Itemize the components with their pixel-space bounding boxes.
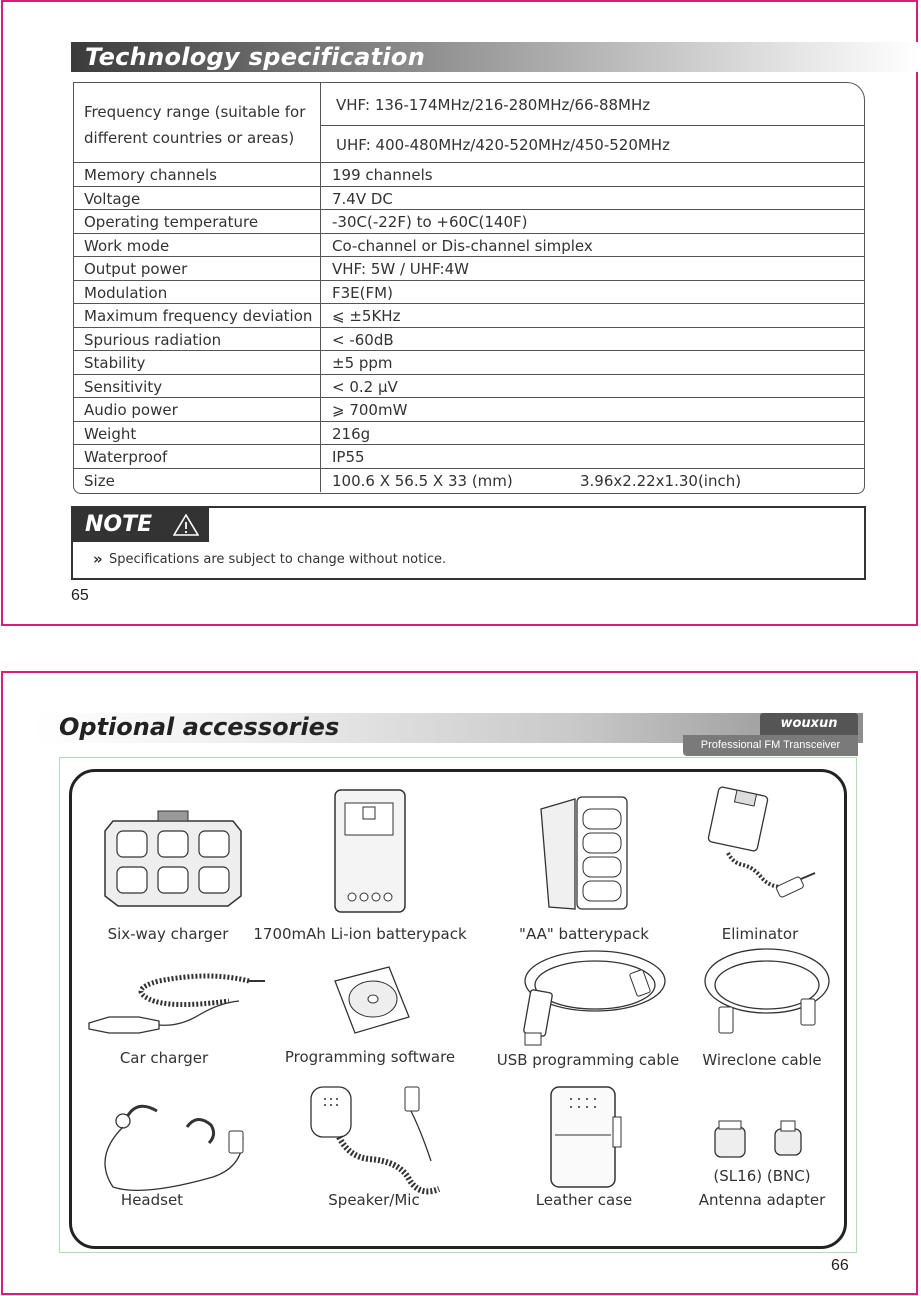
brand-tagline: Professional FM Transceiver — [683, 735, 858, 756]
spec-label: Maximum frequency deviation — [84, 307, 313, 325]
accessory-label: Headset — [120, 1191, 184, 1209]
accessories-title: Optional accessories — [59, 713, 340, 741]
accessory-label: 1700mAh Li-ion batterypack — [253, 925, 467, 943]
headset-icon — [87, 1097, 257, 1197]
antenna-adapter-icon — [707, 1117, 817, 1167]
spec-label: Operating temperature — [84, 213, 259, 231]
spec-row — [74, 398, 864, 422]
spec-row — [74, 469, 864, 493]
spec-value: 100.6 X 56.5 X 33 (mm) — [332, 471, 513, 490]
accessory-label: Speaker/Mic — [328, 1191, 420, 1209]
battery-pack-icon — [330, 785, 410, 915]
spec-row — [74, 234, 864, 258]
usb-cable-icon — [513, 941, 673, 1051]
aa-battery-pack-icon — [537, 789, 637, 914]
spec-row — [74, 422, 864, 446]
spec-row — [74, 187, 864, 211]
accessory-item — [667, 951, 857, 1091]
spec-row-frequency — [74, 83, 864, 163]
spec-label: Weight — [84, 424, 137, 443]
wireclone-cable-icon — [697, 941, 837, 1051]
brand-badge — [683, 713, 858, 758]
spec-value: F3E(FM) — [332, 283, 393, 302]
accessory-label: Car charger — [119, 1049, 209, 1067]
spec-label: Spurious radiation — [84, 330, 222, 349]
accessory-label: Antenna adapter — [698, 1191, 826, 1209]
spec-label: Work mode — [84, 236, 170, 255]
spec-row — [74, 210, 864, 234]
spec-value: VHF: 5W / UHF:4W — [332, 260, 469, 278]
row-divider — [321, 125, 864, 126]
spec-value: ⩽ ±5KHz — [332, 307, 401, 325]
spec-value: ⩾ 700mW — [332, 401, 408, 419]
accessory-item — [667, 1097, 857, 1237]
accessory-item — [489, 1097, 679, 1237]
accessory-item — [489, 795, 679, 945]
spec-value: 216g — [332, 424, 371, 443]
spec-row — [74, 445, 864, 469]
spec-label: Voltage — [84, 189, 141, 208]
column-divider — [320, 163, 321, 492]
spec-table — [73, 82, 865, 494]
spec-value: IP55 — [332, 448, 365, 466]
accessory-item — [279, 1097, 469, 1237]
note-tab — [73, 508, 209, 542]
chevron-right-icon: » — [93, 550, 103, 568]
accessories-page — [1, 671, 918, 1295]
spec-label: Audio power — [84, 401, 178, 419]
accessory-item — [665, 795, 855, 945]
accessory-item — [253, 795, 467, 945]
spec-row — [74, 304, 864, 328]
spec-label: Frequency range (suitable for — [84, 103, 306, 121]
spec-value: < -60dB — [332, 330, 394, 349]
spec-row — [74, 328, 864, 352]
accessory-label: Six-way charger — [107, 925, 229, 943]
spec-row — [74, 163, 864, 187]
spec-row — [74, 281, 864, 305]
spec-row — [74, 351, 864, 375]
note-text: Specifications are subject to change without notice. — [109, 552, 447, 567]
spec-value: -30C(-22F) to +60C(140F) — [332, 213, 528, 231]
spec-value: < 0.2 μV — [332, 377, 398, 396]
accessory-item — [493, 951, 683, 1091]
spec-title: Technology specification — [85, 43, 426, 71]
car-charger-icon — [79, 951, 269, 1041]
spec-label: Modulation — [84, 283, 168, 302]
accessory-label: Wireclone cable — [702, 1051, 822, 1069]
spec-label: Sensitivity — [84, 377, 163, 396]
spec-row — [74, 257, 864, 281]
page-number: 65 — [71, 587, 89, 604]
page-number: 66 — [831, 1257, 849, 1274]
spec-value: UHF: 400-480MHz/420-520MHz/450-520MHz — [336, 136, 670, 154]
spec-value-imperial: 3.96x2.22x1.30(inch) — [580, 471, 742, 490]
accessory-item — [77, 1097, 267, 1237]
accessory-label: Eliminator — [721, 925, 799, 943]
eliminator-icon — [703, 783, 823, 908]
spec-row — [74, 375, 864, 399]
spec-value: Co-channel or Dis-channel simplex — [332, 236, 593, 255]
six-way-charger-icon — [103, 801, 243, 911]
spec-label: Memory channels — [84, 166, 217, 184]
accessory-label: "AA" batterypack — [519, 925, 649, 943]
accessory-sublabel: (SL16) (BNC) — [713, 1167, 811, 1185]
speaker-mic-icon — [299, 1077, 459, 1202]
accessory-label: Leather case — [535, 1191, 633, 1209]
spec-label: Stability — [84, 354, 146, 372]
cd-icon — [327, 961, 417, 1041]
accessory-item — [79, 951, 269, 1091]
spec-title-band — [71, 42, 919, 72]
spec-label: different countries or areas) — [84, 129, 295, 147]
spec-value: ±5 ppm — [332, 354, 393, 372]
spec-value: 199 channels — [332, 166, 433, 184]
accessory-label: USB programming cable — [496, 1051, 680, 1069]
leather-case-icon — [543, 1077, 633, 1192]
accessory-item — [275, 951, 465, 1091]
accessory-label: Programming software — [284, 1048, 456, 1066]
note-title: NOTE — [85, 512, 153, 537]
spec-page — [1, 0, 918, 626]
warning-icon — [173, 513, 199, 537]
note-box — [71, 506, 866, 580]
spec-label: Size — [84, 471, 115, 490]
spec-value: VHF: 136-174MHz/216-280MHz/66-88MHz — [336, 96, 651, 114]
spec-value: 7.4V DC — [332, 189, 393, 208]
spec-label: Waterproof — [84, 448, 168, 466]
accessory-item — [73, 795, 263, 945]
brand-logo: wouxun — [760, 713, 858, 735]
spec-label: Output power — [84, 260, 188, 278]
